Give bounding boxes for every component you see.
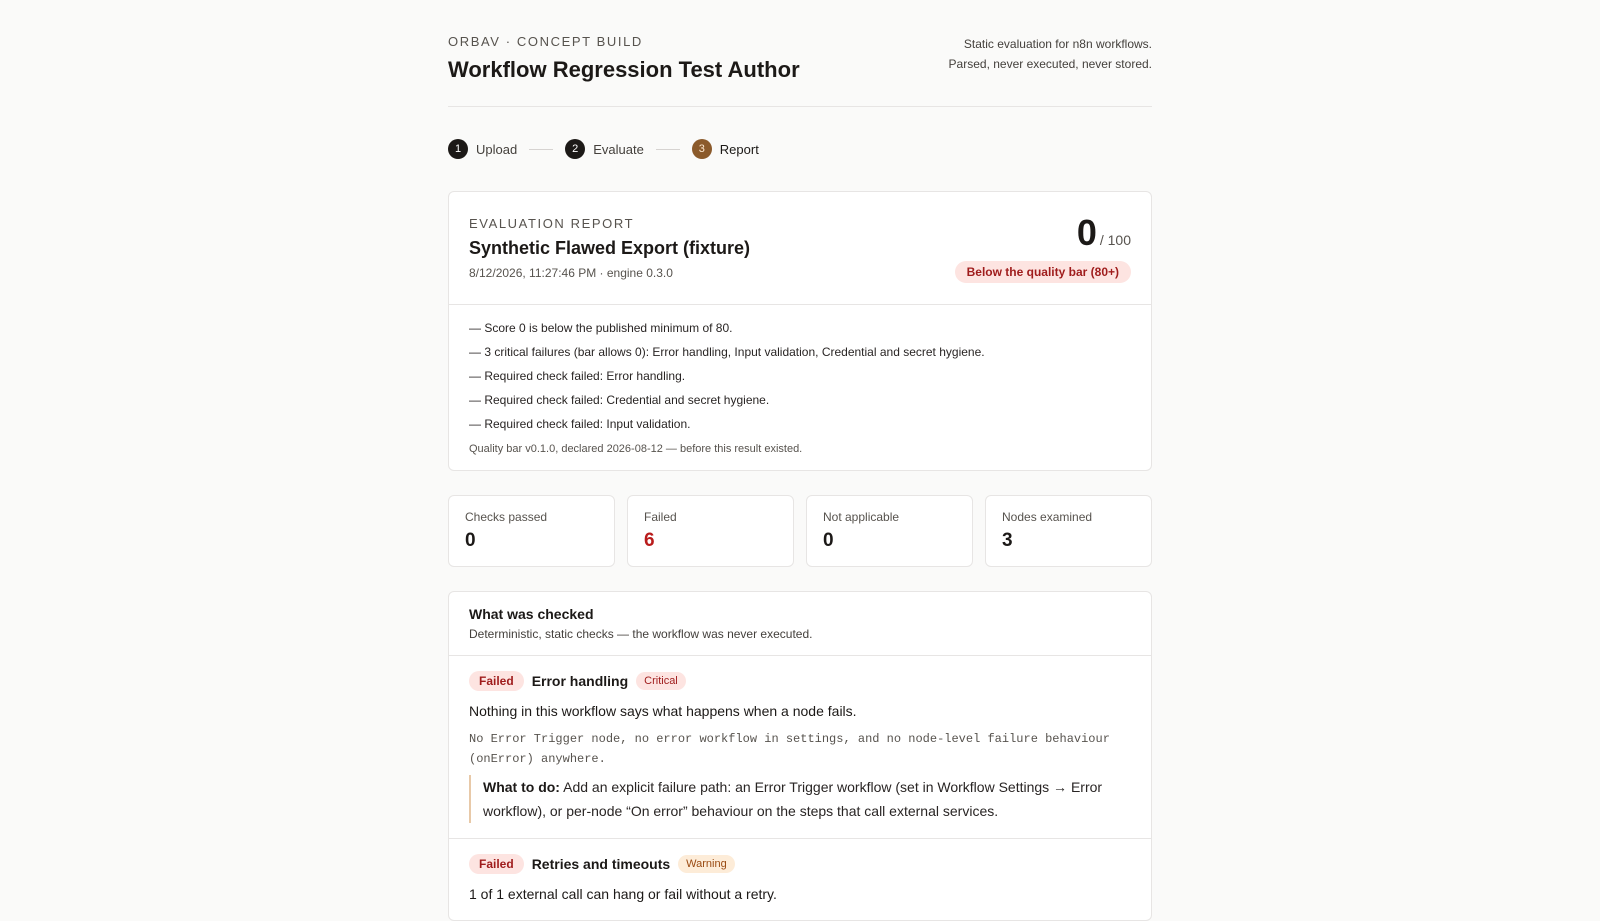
step-evaluate[interactable] bbox=[565, 139, 644, 159]
step-label: Report bbox=[719, 141, 759, 157]
check-heading bbox=[469, 671, 686, 691]
reason-item: — 3 critical failures (bar allows 0): Error handling, Input validation, Credential and secret hygiene. bbox=[469, 345, 985, 359]
check-detail: No Error Trigger node, no error workflow in settings, and no node-level failure behaviour (onError) anywhere. bbox=[469, 732, 1110, 766]
step-connector bbox=[529, 149, 553, 150]
reason-item: — Required check failed: Input validation. bbox=[469, 417, 691, 431]
report-title: Synthetic Flawed Export (fixture) bbox=[469, 238, 751, 258]
checks-card bbox=[448, 591, 1152, 921]
page-title: Workflow Regression Test Author bbox=[448, 57, 800, 82]
stat-label: Failed bbox=[644, 510, 677, 524]
tagline-line-2: Parsed, never executed, never stored. bbox=[948, 57, 1152, 71]
stat-not-applicable bbox=[806, 495, 973, 567]
brand-eyebrow: ORBAV · CONCEPT BUILD bbox=[448, 34, 643, 49]
reason-item: — Required check failed: Error handling. bbox=[469, 369, 686, 383]
severity-badge: Critical bbox=[636, 672, 686, 690]
stat-label: Not applicable bbox=[823, 510, 900, 524]
tagline bbox=[949, 34, 1152, 74]
page-container bbox=[448, 0, 1152, 902]
checks-header bbox=[449, 592, 1151, 656]
page-header bbox=[448, 0, 1152, 107]
step-connector bbox=[656, 149, 680, 150]
step-number: 2 bbox=[565, 139, 585, 159]
status-badge: Failed bbox=[469, 854, 524, 874]
score-value: 0 bbox=[1076, 212, 1097, 253]
check-summary: 1 of 1 external call can hang or fail without a retry. bbox=[469, 886, 777, 902]
evaluation-report-card bbox=[448, 191, 1152, 471]
check-name: Retries and timeouts bbox=[531, 856, 671, 872]
stat-failed bbox=[627, 495, 794, 567]
quality-status-badge: Below the quality bar (80+) bbox=[955, 261, 1131, 283]
remediation-text: Add an explicit failure path: an Error Trigger workflow (set in Workflow Settings → Error workflow), or per-node “On error” behaviour on the steps that call external services. bbox=[483, 779, 1103, 819]
report-eyebrow: EVALUATION REPORT bbox=[469, 216, 635, 231]
check-item-error-handling bbox=[449, 656, 1151, 839]
stat-nodes-examined bbox=[985, 495, 1152, 567]
step-label: Upload bbox=[476, 141, 518, 157]
step-number: 3 bbox=[692, 139, 712, 159]
stat-label: Nodes examined bbox=[1002, 510, 1093, 524]
stepper bbox=[448, 139, 759, 159]
reason-item: — Required check failed: Credential and secret hygiene. bbox=[469, 393, 770, 407]
severity-badge: Warning bbox=[678, 855, 735, 873]
stat-checks-passed bbox=[448, 495, 615, 567]
stat-value: 0 bbox=[823, 530, 834, 551]
checks-title: What was checked bbox=[469, 606, 594, 622]
remediation-note bbox=[469, 775, 1119, 823]
failure-reasons-list bbox=[469, 320, 985, 440]
check-heading bbox=[469, 854, 735, 874]
stat-value: 0 bbox=[465, 530, 476, 551]
step-report[interactable] bbox=[692, 139, 759, 159]
stat-value: 6 bbox=[644, 530, 655, 551]
report-header bbox=[449, 192, 1151, 305]
remediation-label: What to do: bbox=[483, 779, 560, 795]
check-name: Error handling bbox=[531, 673, 629, 689]
check-summary: Nothing in this workflow says what happens when a node fails. bbox=[469, 703, 857, 719]
reason-item: — Score 0 is below the published minimum of 80. bbox=[469, 321, 733, 335]
score-display bbox=[1077, 212, 1131, 254]
step-upload[interactable] bbox=[448, 139, 517, 159]
score-max: / 100 bbox=[1099, 232, 1131, 248]
status-badge: Failed bbox=[469, 671, 524, 691]
stat-value: 3 bbox=[1002, 530, 1013, 551]
quality-bar-note: Quality bar v0.1.0, declared 2026-08-12 — before this result existed. bbox=[469, 443, 803, 455]
step-label: Evaluate bbox=[593, 141, 644, 157]
check-item-retries-timeouts bbox=[449, 839, 1151, 921]
report-meta: 8/12/2026, 11:27:46 PM · engine 0.3.0 bbox=[469, 266, 673, 280]
stat-label: Checks passed bbox=[465, 510, 548, 524]
step-number: 1 bbox=[448, 139, 468, 159]
checks-subtitle: Deterministic, static checks — the workflow was never executed. bbox=[469, 627, 813, 641]
tagline-line-1: Static evaluation for n8n workflows. bbox=[963, 37, 1152, 51]
